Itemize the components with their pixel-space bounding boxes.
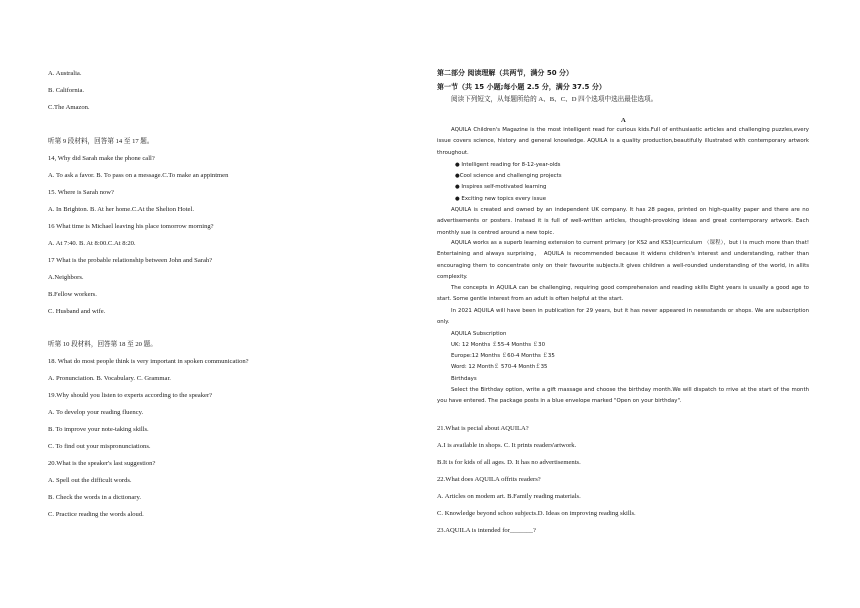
- question-line: 14, Why did Sarah make the phone call?: [48, 155, 155, 162]
- instructions: 阅读下列短文，从每题所给的 A、B、C、D 四个选项中选出最佳选项。: [451, 96, 658, 103]
- section-title: 第一节（共 15 小题;每小题 2.5 分，满分 37.5 分）: [437, 83, 606, 91]
- question-line: 21.What is pecial about AQUILA?: [437, 425, 529, 432]
- passage-paragraph: AQUILA Children's Magazine is the most intelligent read for curious kids.Full of enthusiastic articles and challenging puzzles,every issue covers science, history and general knowledge. AQUILA is a quality production,beautifully illustrated with contemporary artwork throughout.: [437, 127, 809, 156]
- option-line: A.Neighbors.: [48, 274, 84, 281]
- section-instruction: 听第 10 段材料，回答第 18 至 20 题。: [48, 341, 157, 348]
- passage-paragraph: Select the Birthday option, write a gift massage and choose the birthday month.We will dispatch to rrive at the start of the month you have entered. The package posts in a blue envelope marked "Open on your birthday".: [437, 387, 809, 405]
- part-title: 第二部分 阅读理解（共两节，满分 50 分）: [437, 69, 574, 77]
- question-line: 18. What do most people think is very important in spoken communication?: [48, 358, 249, 365]
- question-line: 23.AQUILA is intended for_______?: [437, 527, 536, 534]
- question-line: 16 What time is Michael leaving his place tomorrow morning?: [48, 223, 214, 230]
- feature-bullet: ●Cool science and challenging projects: [455, 173, 562, 179]
- question-line: 19.Why should you listen to experts according to the speaker?: [48, 392, 213, 399]
- passage-paragraph: AQUILA works as a superb learning extension to current primary (or KS2 and KS3)curriculum （课程），but i is much more than that! Entertaining and always surprising， AQUILA is recommended because it widens children's interest and understanding, rather than encouraging them to concentrate only on their favourite subjects.It gives children a well-rounded understanding of the world, in allits complexity.: [437, 240, 809, 280]
- option-line: B. California.: [48, 87, 85, 94]
- passage-label: A: [621, 117, 626, 124]
- option-line: A. Articles on modem art. B.Family reading materials.: [437, 493, 581, 500]
- feature-bullet: ● Inspires self-motivated learning: [455, 184, 547, 190]
- option-line: A.I is available in shops. C. It prints readers'artwork.: [437, 442, 577, 449]
- option-line: B.Fellow workers.: [48, 291, 97, 298]
- option-line: A. In Brighton. B. At her home.C.At the Shelton Hotel.: [48, 206, 194, 213]
- feature-bullet: ● Intelligent reading for 8-12-year-olds: [455, 162, 561, 168]
- option-line: A. To develop your reading fluency.: [48, 409, 144, 416]
- question-line: 20.What is the speaker's last suggestion?: [48, 460, 156, 467]
- feature-bullet: ● Exciting new topics every issue: [455, 196, 547, 202]
- subscription-line: Europe:12 Months ￡60-4 Months ￡35: [451, 353, 555, 359]
- subscription-line: UK: 12 Months ￡55-4 Months ￡30: [451, 342, 546, 348]
- option-line: A. Pronunciation. B. Vocabulary. C. Grammar.: [48, 375, 171, 382]
- subscription-line: Word: 12 Month￡ 570-4 Month￡35: [451, 364, 548, 370]
- passage-paragraph: The concepts in AQUILA can be challenging, requiring good comprehension and reading skills Eight years is usually a good age to start. Some gentle interest from an adult is often helpful at the start.: [437, 285, 809, 303]
- option-line: B.It is for kids of all ages. D. It has no advertisements.: [437, 459, 581, 466]
- question-line: 17 What is the probable relationship between John and Sarah?: [48, 257, 213, 264]
- question-line: 15. Where is Sarah now?: [48, 189, 114, 196]
- subscription-line: AQUILA Subscription: [451, 331, 507, 337]
- subscription-line: Birthdays: [451, 376, 477, 382]
- option-line: A. Australia.: [48, 70, 82, 77]
- option-line: C. Practice reading the words aloud.: [48, 511, 144, 518]
- option-line: C. Knowledge beyond schoo subjects.D. Ideas on improving reading skills.: [437, 510, 636, 517]
- passage-paragraph: In 2021 AQUILA will have been in publication for 29 years, but it has never appeared in newsstands or shops. We are subscription only.: [437, 308, 809, 326]
- question-line: 22.What does AQUILA offrits readers?: [437, 476, 541, 483]
- option-line: A. At 7:40. B. At 8:00.C.At 8:20.: [48, 240, 136, 247]
- section-instruction: 听第 9 段材料，回答第 14 至 17 题。: [48, 138, 154, 145]
- option-line: B. Check the words in a dictionary.: [48, 494, 141, 501]
- option-line: C. To find out your mispronunciations.: [48, 443, 151, 450]
- option-line: B. To improve your note-taking skills.: [48, 426, 149, 433]
- option-line: C. Husband and wife.: [48, 308, 106, 315]
- option-line: A. Spell out the difficult words.: [48, 477, 132, 484]
- passage-paragraph: AQUILA is created and owned by an independent UK company. It has 28 pages, printed on high-quality paper and there are no advertisements or posters. Instead it is full of well-written articles, thought-provoking ideas and great contemporary artwork. Each monthly sue is centred around a new topic.: [437, 207, 809, 236]
- option-line: A. To ask a favor. B. To pass on a message.C.To make an appintmen: [48, 172, 229, 179]
- option-line: C.The Amazon.: [48, 104, 90, 111]
